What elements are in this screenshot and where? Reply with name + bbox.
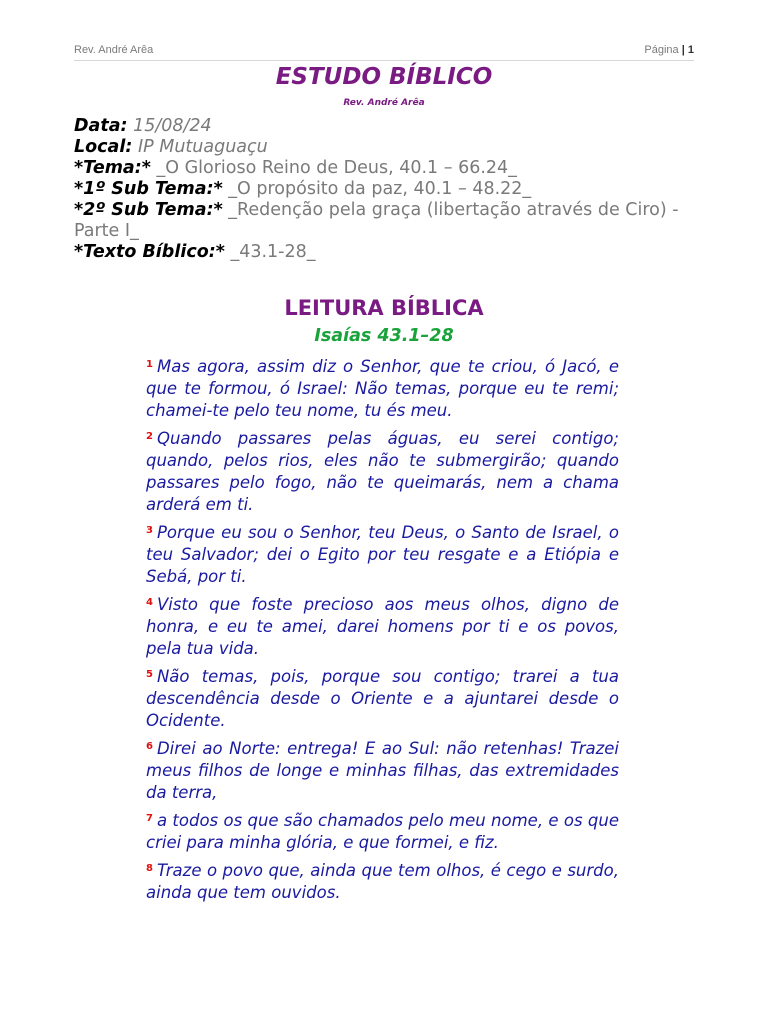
meta-local-row xyxy=(74,137,694,158)
header-author: Rev. André Arêa xyxy=(74,44,154,56)
document-title: ESTUDO BÍBLICO xyxy=(275,64,493,90)
meta-date-label: Data: xyxy=(74,116,128,136)
meta-local-label: Local: xyxy=(74,137,133,157)
header-separator: | xyxy=(681,44,685,56)
verse-item xyxy=(146,664,619,732)
meta-parte-value: Parte I_ xyxy=(74,221,139,241)
verse-text: Quando passares pelas águas, eu serei contigo; quando, pelos rios, eles não te submergirão; quando passares pelo fogo, não te queimarás, nem a chama arderá em ti. xyxy=(146,429,619,514)
verse-text: Visto que foste precioso aos meus olhos, digno de honra, e eu te amei, darei homens por ti e os povos, pela tua vida. xyxy=(146,595,619,658)
meta-date-row xyxy=(74,116,694,137)
meta-subtema1-label: *1º Sub Tema:* xyxy=(74,179,223,199)
meta-local-value: IP Mutuaguaçu xyxy=(137,137,268,157)
verse-number: 4 xyxy=(146,597,153,608)
meta-texto-value: _43.1-28_ xyxy=(230,242,316,262)
verse-item xyxy=(146,858,619,904)
meta-parte-row xyxy=(74,221,694,242)
verse-number: 7 xyxy=(146,813,153,824)
verse-text: Direi ao Norte: entrega! E ao Sul: não retenhas! Trazei meus filhos de longe e minhas filhas, das extremidades da terra, xyxy=(146,739,619,802)
meta-subtema2-value: _Redenção pela graça (libertação através de Ciro) - xyxy=(228,200,679,220)
verse-number: 6 xyxy=(146,741,153,752)
meta-subtema1-value: _O propósito da paz, 40.1 – 48.22_ xyxy=(228,179,532,199)
document-subtitle: Rev. André Arêa xyxy=(343,98,425,108)
verse-number: 3 xyxy=(146,525,153,536)
verse-item xyxy=(146,354,619,422)
meta-subtema2-row xyxy=(74,200,694,221)
header-page-number: 1 xyxy=(687,44,694,56)
verse-item xyxy=(146,736,619,804)
verse-item xyxy=(146,520,619,588)
header-page-label: Página xyxy=(644,44,679,56)
scripture-reference: Isaías 43.1–28 xyxy=(314,326,454,346)
verse-text: Traze o povo que, ainda que tem olhos, é cego e surdo, ainda que tem ouvidos. xyxy=(146,861,619,902)
verse-item xyxy=(146,808,619,854)
verse-text: Mas agora, assim diz o Senhor, que te criou, ó Jacó, e que te formou, ó Israel: Não temas, porque eu te remi; chamei-te pelo teu nome, tu és meu. xyxy=(146,357,619,420)
verse-number: 5 xyxy=(146,669,153,680)
verse-item xyxy=(146,426,619,516)
page-header xyxy=(74,42,694,61)
meta-texto-row xyxy=(74,242,694,263)
header-page-indicator xyxy=(644,44,694,56)
meta-tema-label: *Tema:* xyxy=(74,158,151,178)
verse-list xyxy=(146,354,619,908)
meta-date-value: 15/08/24 xyxy=(133,116,212,136)
meta-texto-label: *Texto Bíblico:* xyxy=(74,242,225,262)
reading-title: LEITURA BÍBLICA xyxy=(284,296,484,320)
verse-number: 2 xyxy=(146,431,153,442)
verse-text: Porque eu sou o Senhor, teu Deus, o Santo de Israel, o teu Salvador; dei o Egito por teu resgate e a Etiópia e Sebá, por ti. xyxy=(146,523,619,586)
verse-text: Não temas, pois, porque sou contigo; trarei a tua descendência desde o Oriente e a ajuntarei desde o Ocidente. xyxy=(146,667,619,730)
meta-tema-row xyxy=(74,158,694,179)
verse-item xyxy=(146,592,619,660)
meta-tema-value: _O Glorioso Reino de Deus, 40.1 – 66.24_ xyxy=(156,158,517,178)
study-meta xyxy=(74,116,694,263)
meta-subtema1-row xyxy=(74,179,694,200)
verse-number: 1 xyxy=(146,359,153,370)
meta-subtema2-label: *2º Sub Tema:* xyxy=(74,200,223,220)
verse-number: 8 xyxy=(146,863,153,874)
verse-text: a todos os que são chamados pelo meu nome, e os que criei para minha glória, e que formei, e fiz. xyxy=(146,811,619,852)
